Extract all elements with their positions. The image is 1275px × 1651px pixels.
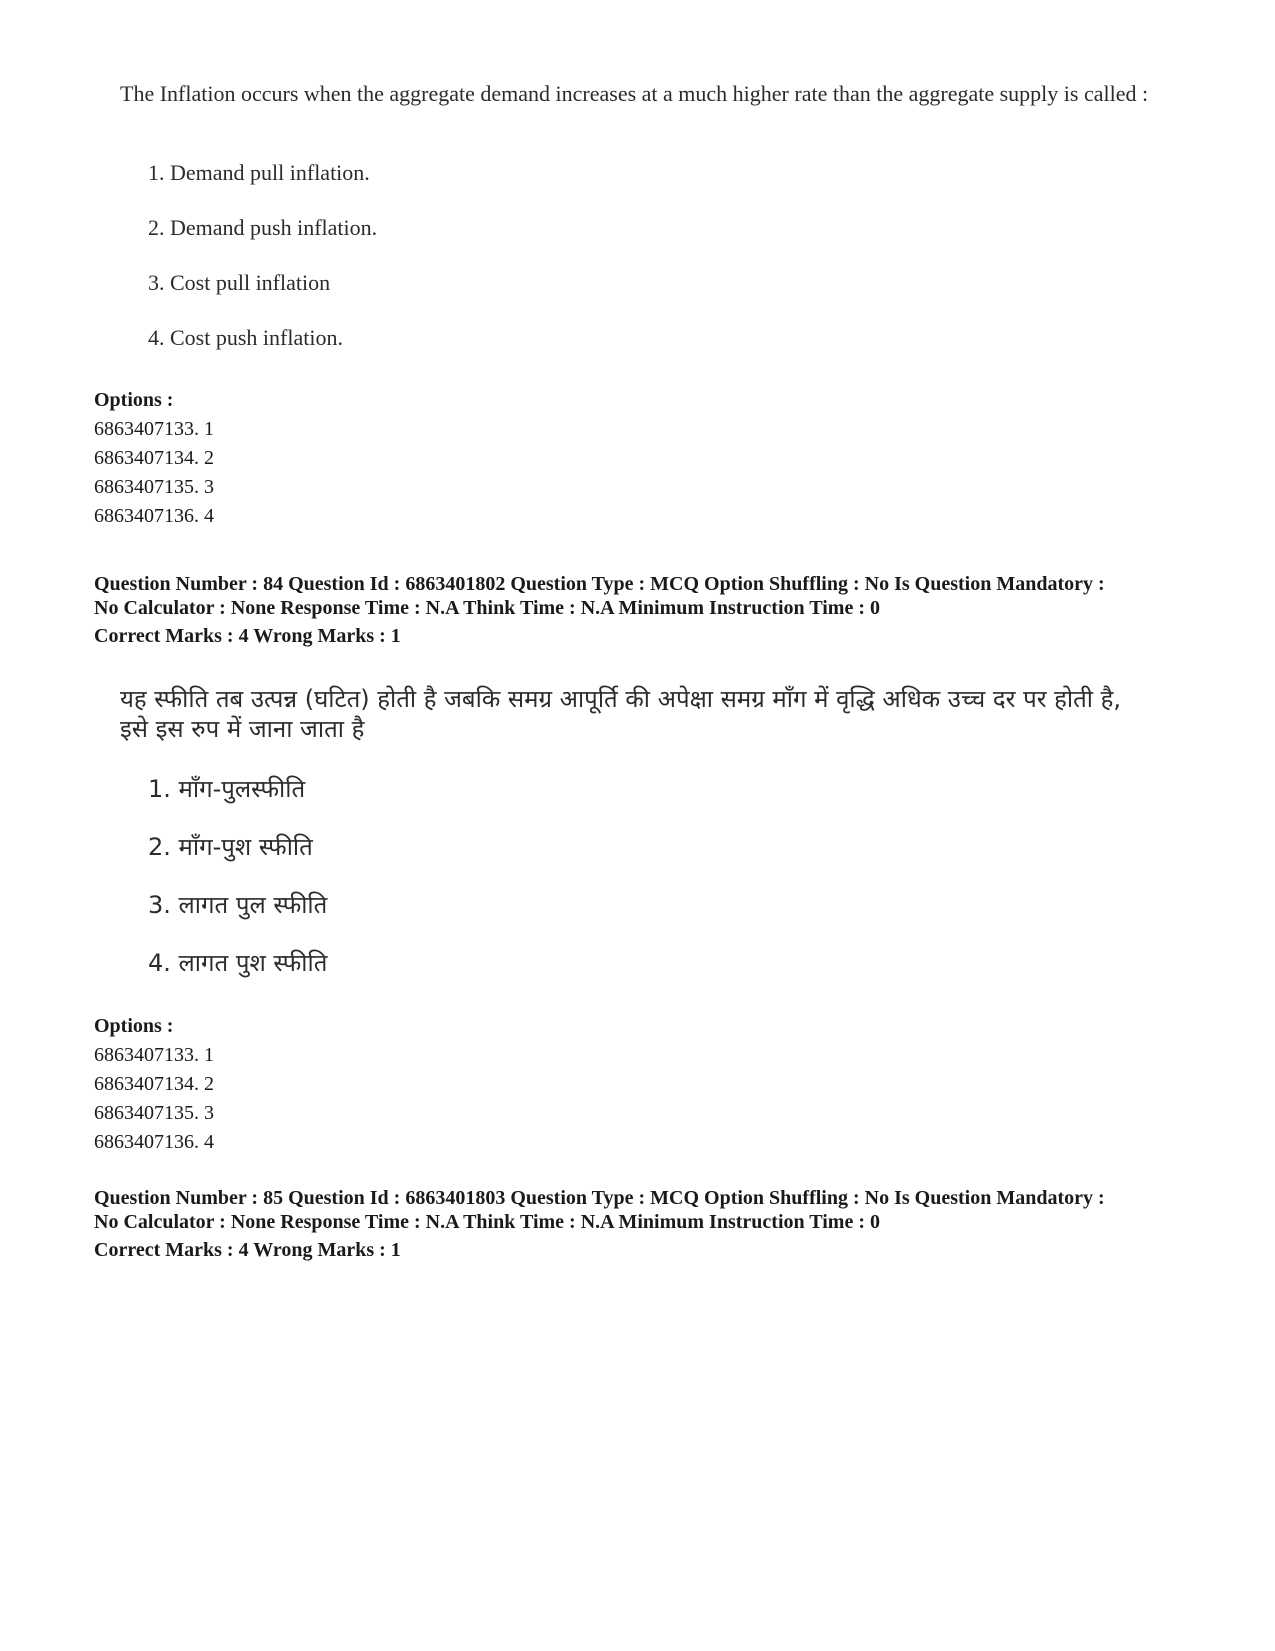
- option-item: 6863407133. 1: [94, 418, 214, 440]
- question-meta-line: Question Number : 84 Question Id : 6863401802 Question Type : MCQ Option Shuffling : No Is Question Mandatory :: [94, 573, 1105, 595]
- choice-item: 3. Cost pull inflation: [148, 270, 331, 295]
- options-label: Options :: [94, 389, 174, 411]
- question-meta-line: No Calculator : None Response Time : N.A Think Time : N.A Minimum Instruction Time : 0: [94, 597, 880, 619]
- choice-list-hindi: [148, 774, 327, 1006]
- option-item: 6863407133. 1: [94, 1044, 214, 1066]
- question-text-hindi: [120, 684, 1170, 744]
- question-meta: [94, 572, 1204, 648]
- choice-list: [148, 158, 377, 378]
- option-item: 6863407136. 4: [94, 505, 214, 527]
- marks-line: Correct Marks : 4 Wrong Marks : 1: [94, 625, 401, 647]
- choice-item: 3. लागत पुल स्फीति: [148, 891, 328, 919]
- choice-item: 2. Demand push inflation.: [148, 215, 378, 240]
- question-text-line: इसे इस रुप में जाना जाता है: [120, 715, 365, 743]
- option-item: 6863407135. 3: [94, 1102, 214, 1124]
- options-block: [94, 1012, 214, 1157]
- question-meta-line: Question Number : 85 Question Id : 6863401803 Question Type : MCQ Option Shuffling : No Is Question Mandatory :: [94, 1187, 1105, 1209]
- option-item: 6863407136. 4: [94, 1131, 214, 1153]
- option-item: 6863407134. 2: [94, 1073, 214, 1095]
- option-item: 6863407134. 2: [94, 447, 214, 469]
- options-label: Options :: [94, 1015, 174, 1037]
- choice-item: 4. Cost push inflation.: [148, 325, 343, 350]
- options-block: [94, 386, 214, 531]
- choice-item: 1. Demand pull inflation.: [148, 160, 370, 185]
- option-item: 6863407135. 3: [94, 476, 214, 498]
- question-meta: [94, 1186, 1204, 1262]
- question-text-line: यह स्फीति तब उत्पन्न (घटित) होती है जबकि समग्र आपूर्ति की अपेक्षा समग्र माँग में वृद्धि अधिक उच्च दर पर होती है,: [120, 685, 1122, 713]
- question-text: The Inflation occurs when the aggregate demand increases at a much higher rate than the aggregate supply is called :: [120, 81, 1149, 106]
- choice-item: 4. लागत पुश स्फीति: [148, 949, 328, 977]
- question-meta-line: No Calculator : None Response Time : N.A Think Time : N.A Minimum Instruction Time : 0: [94, 1211, 880, 1233]
- choice-item: 2. माँग-पुश स्फीति: [148, 833, 313, 861]
- choice-item: 1. माँग-पुलस्फीति: [148, 775, 306, 803]
- marks-line: Correct Marks : 4 Wrong Marks : 1: [94, 1239, 401, 1261]
